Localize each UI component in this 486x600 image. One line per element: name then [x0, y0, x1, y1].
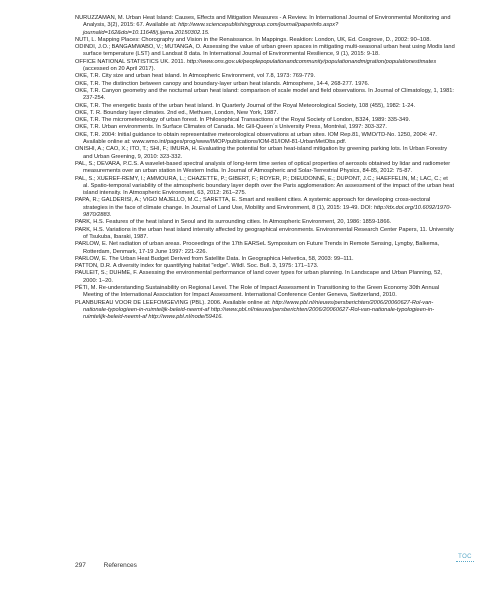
reference-text: OKE, T.R. 2004: Initial guidance to obtain representative meteorological observations at urban sites. IOM Rep.81, WMO/TD-No. 1250, 2004: 47. Available online at: www.wmo.int/pages/prog/www/IMOP/publications/IOM-81/IOM-81-UrbanMetObs.pdf.	[75, 131, 438, 146]
toc-dots-icon	[456, 561, 474, 564]
reference-list	[75, 15, 455, 321]
reference-entry	[75, 197, 455, 219]
reference-entry	[75, 88, 455, 103]
reference-entry	[75, 15, 455, 37]
reference-url[interactable]: http://www.ons.gov.uk/peoplepopulationandcommunity/populationandmigration/populationestimates	[186, 58, 437, 65]
reference-text: PARLOW, E. The Urban Heat Budget Derived from Satellite Data. In Geographica Helvetica, 58, 2003: 99–111.	[75, 255, 354, 262]
reference-entry	[75, 300, 455, 322]
reference-entry	[75, 124, 455, 131]
reference-text: PAL, S.; XUEREF-REMY, I.; AMMOURA, L.; CHAZETTE, P.; GIBERT, F.; ROYER, P.; DIEUDONNÉ, E.; DUPONT, J.C.; HAEFFELIN, M.; LAC, C.; et al. Spatio-temporal variability of the atmospheric boundary layer depth over the Paris agglomeration: An assessment of the impact of the urban heat island intensity. In Atmospheric Environment, 63, 2012: 261–275.	[75, 175, 455, 197]
reference-text: NUTI, L. Mapping Places: Chorography and Vision in the Renaissance. In Mappings. Reaktion: London, UK, Ed. Cosgrove, D., 2002: 90–108.	[75, 36, 431, 43]
reference-entry	[75, 176, 455, 198]
reference-entry	[75, 263, 455, 270]
reference-text: PARK, H.S. Variations in the urban heat island intensity affected by geographical environments. Environmental Research Center Papers, 11. University of Tsukuba, Ibaraki, 1987.	[75, 226, 454, 240]
reference-entry	[75, 44, 455, 59]
reference-text: PAL, S.; DEVARA, P.C.S. A wavelet-based spectral analysis of long-term time series of optical properties of aerosols obtained by lidar and radiometer measurements over an urban station in Western India. In Journal of Atmospheric and Solar-Terrestrial Physics, 84-85, 2012: 75-87.	[75, 160, 451, 175]
reference-text: OKE, T. R. Boundary layer climates. 2nd ed., Methuen, London, New York, 1987.	[75, 109, 279, 116]
reference-text: PARLOW, E. Net radiation of urban areas. Proceedings of the 17th EARSeL Symposium on Future Trends in Remote Sensing, Lyngby, Balkema, Rotterdam, Denmark, 17-19 June 1997: 221-226.	[75, 241, 440, 255]
reference-entry	[75, 161, 455, 176]
toc-link[interactable]	[456, 554, 474, 564]
reference-text: PAULEIT, S.; DUHME, F. Assessing the environmental performance of land cover types for urban planning. In Landscape and Urban Planning, 52, 2000: 1–20.	[75, 270, 443, 284]
reference-entry	[75, 241, 455, 256]
reference-url[interactable]: http://dx.doi.org/10.6092/1970-9870/2883.	[83, 204, 452, 219]
reference-text: OKE, T.R. The energetic basis of the urban heat island. In Quarterly Journal of the Royal Meteorological Society, 108 (455), 1982: 1-24.	[75, 102, 416, 109]
reference-text: PARK, H.S. Features of the heat island in Seoul and its surrounding cities. In Atmospheric Environment, 20, 1986: 1859-1866.	[75, 219, 392, 226]
reference-text: OKE, T.R. The micrometeorology of urban forest. In Philosophical Transactions of the Royal Society of London, B324, 1989: 335-349.	[75, 117, 411, 124]
reference-entry	[75, 37, 455, 44]
reference-text: OKE, T.R. City size and urban heat island. In Atmospheric Environment, vol 7.8, 1973: 769-779.	[75, 73, 316, 80]
reference-text: PLANBUREAU VOOR DE LEEFOMGEVING (PBL). 2006. Available online at:	[75, 299, 271, 306]
reference-url[interactable]: http://www.pbl.nl/nieuws/persberichten/2006/20060627-Rol-van-nationale-typologieen-in-ruimtelijk-beleid-neemt-af http://www.pbl.nl/nieuws/persberichten/2006/20060627-Rol-van-nationale-typologieen-in-ruimtelijk-beleid-neemt-af http://www.pbl.nl/node/59416.	[83, 299, 435, 321]
reference-entry	[75, 59, 455, 74]
reference-text: PATTON, D.R. A diversity index for quantifying habitat "edge". Wildl. Soc. Bull. 3, 1975: 171–173.	[75, 263, 319, 270]
reference-entry	[75, 117, 455, 124]
reference-text: PAPA, R.; GALDERISI, A.; VIGO MAJELLO, M.C.; SARETTA, E. Smart and resilient cities. A systemic approach for developing cross-sectoral strategies in the face of climate change. In Journal of Land Use, Mobility and Environment, 8 (1), 2015: 19-49. DOI:	[75, 197, 431, 211]
reference-entry	[75, 227, 455, 242]
reference-url[interactable]: http://www.sciencepublishinggroup.com/journal/paperinfo.aspx?journalid=162&doi=10.11648/j.ijema.20150302.15.	[83, 22, 339, 36]
reference-entry	[75, 73, 455, 80]
reference-entry	[75, 256, 455, 263]
reference-text: OKE, T.R. Urban environments. In Surface Climates of Canada. Mc Gill-Queen´s University Press, Montréal, 1997: 303-327.	[75, 124, 388, 131]
reference-note: (accessed on 20 April 2017).	[83, 66, 156, 73]
reference-entry	[75, 219, 455, 226]
page-footer	[75, 562, 137, 569]
reference-entry	[75, 285, 455, 300]
reference-entry	[75, 81, 455, 88]
reference-entry	[75, 132, 455, 147]
reference-entry	[75, 146, 455, 161]
reference-text: NURUZZAMAN, M. Urban Heat Island: Causes, Effects and Mitigation Measures - A Review. In International Journal of Environmental Monitoring and Analysis, 3(2), 2015: 67. Available at:	[75, 15, 451, 29]
section-title: References	[103, 562, 137, 569]
reference-text: ODINDI, J.O.; BANGAMWABO, V.; MUTANGA, O. Assessing the value of urban green spaces in mitigating multi-seasonal urban heat using Modis land surface temperature (LST) and Landsat 8 data. In International Journal of Environmental Resilience, 9 (1), 2015: 9-18.	[75, 44, 455, 58]
reference-text: ONISHI, A.; CAO, X.; ITO, T.; SHI, F.; IMURA, H. Evaluating the potential for urban heat-island mitigation by greening parking lots. In Urban Forestry and Urban Greening, 9, 2010: 323-332.	[75, 146, 448, 160]
toc-label: TOC	[458, 554, 472, 560]
reference-text: PÉTI, M. Re-understanding Sustainability on Regional Level. The Role of Impact Assessment in Transitioning to the Green Economy 30th Annual Meeting of the International Association for Impact Assessment. International Conference Center Geneva, Switzerland, 2010.	[75, 284, 440, 299]
reference-text: OKE, T.R. The distinction between canopy and boundary-layer urban heat islands. Atmosphere, 14-4, 268-277. 1976.	[75, 80, 370, 87]
reference-text: OKE, T.R. Canyon geometry and the nocturnal urban heat island: comparison of scale model and field observations. In Journal of Climatology, 1, 1981: 237-254.	[75, 87, 455, 102]
reference-entry	[75, 110, 455, 117]
page-number: 297	[75, 562, 86, 569]
reference-entry	[75, 103, 455, 110]
reference-text: OFFICE NATIONAL STATISTICS UK. 2011.	[75, 58, 186, 65]
reference-entry	[75, 270, 455, 285]
